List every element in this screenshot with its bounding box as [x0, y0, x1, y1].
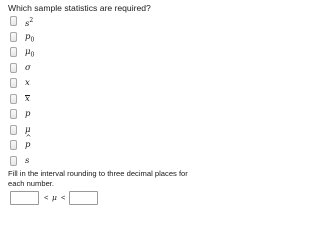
checkbox[interactable]: [10, 94, 17, 104]
lower-bound-input[interactable]: [10, 191, 39, 205]
option-label: s: [25, 155, 30, 166]
option-label: p: [25, 109, 31, 119]
checkbox[interactable]: [10, 109, 17, 119]
checkbox[interactable]: [10, 63, 17, 73]
option-label: μ: [25, 124, 31, 135]
checkbox[interactable]: [10, 32, 17, 42]
option-label: σ: [25, 62, 31, 73]
question-text: Which sample statistics are required?: [8, 3, 151, 13]
option-p-hat[interactable]: [10, 140, 90, 152]
option-sigma[interactable]: [10, 63, 90, 75]
checkbox[interactable]: [10, 156, 17, 166]
option-label: $p_0$: [25, 31, 35, 44]
option-label: x: [25, 78, 30, 88]
option-mu0[interactable]: [10, 47, 90, 59]
option-p0[interactable]: [10, 32, 90, 44]
option-s[interactable]: [10, 156, 90, 168]
option-x[interactable]: [10, 78, 90, 90]
confidence-interval-row: [10, 191, 130, 205]
option-label: $\mu_0$: [25, 47, 35, 59]
option-mu[interactable]: [10, 125, 90, 137]
mu-symbol: μ: [52, 193, 57, 202]
checkbox[interactable]: [10, 125, 17, 135]
option-label: ^ p: [25, 139, 30, 151]
upper-bound-input[interactable]: [69, 191, 98, 205]
checkbox[interactable]: [10, 78, 17, 88]
option-s-squared[interactable]: [10, 16, 90, 28]
less-than-sign: <: [61, 193, 66, 202]
interval-instructions: Fill in the interval rounding to three decimal places for each number.: [8, 169, 188, 188]
checkbox[interactable]: [10, 47, 17, 57]
checkbox[interactable]: [10, 16, 17, 26]
option-label: $s^2$: [25, 17, 34, 29]
less-than-sign: <: [44, 193, 49, 202]
option-x-bar[interactable]: [10, 94, 90, 106]
option-label: x: [25, 93, 30, 104]
option-p[interactable]: [10, 109, 90, 121]
checkbox[interactable]: [10, 140, 17, 150]
